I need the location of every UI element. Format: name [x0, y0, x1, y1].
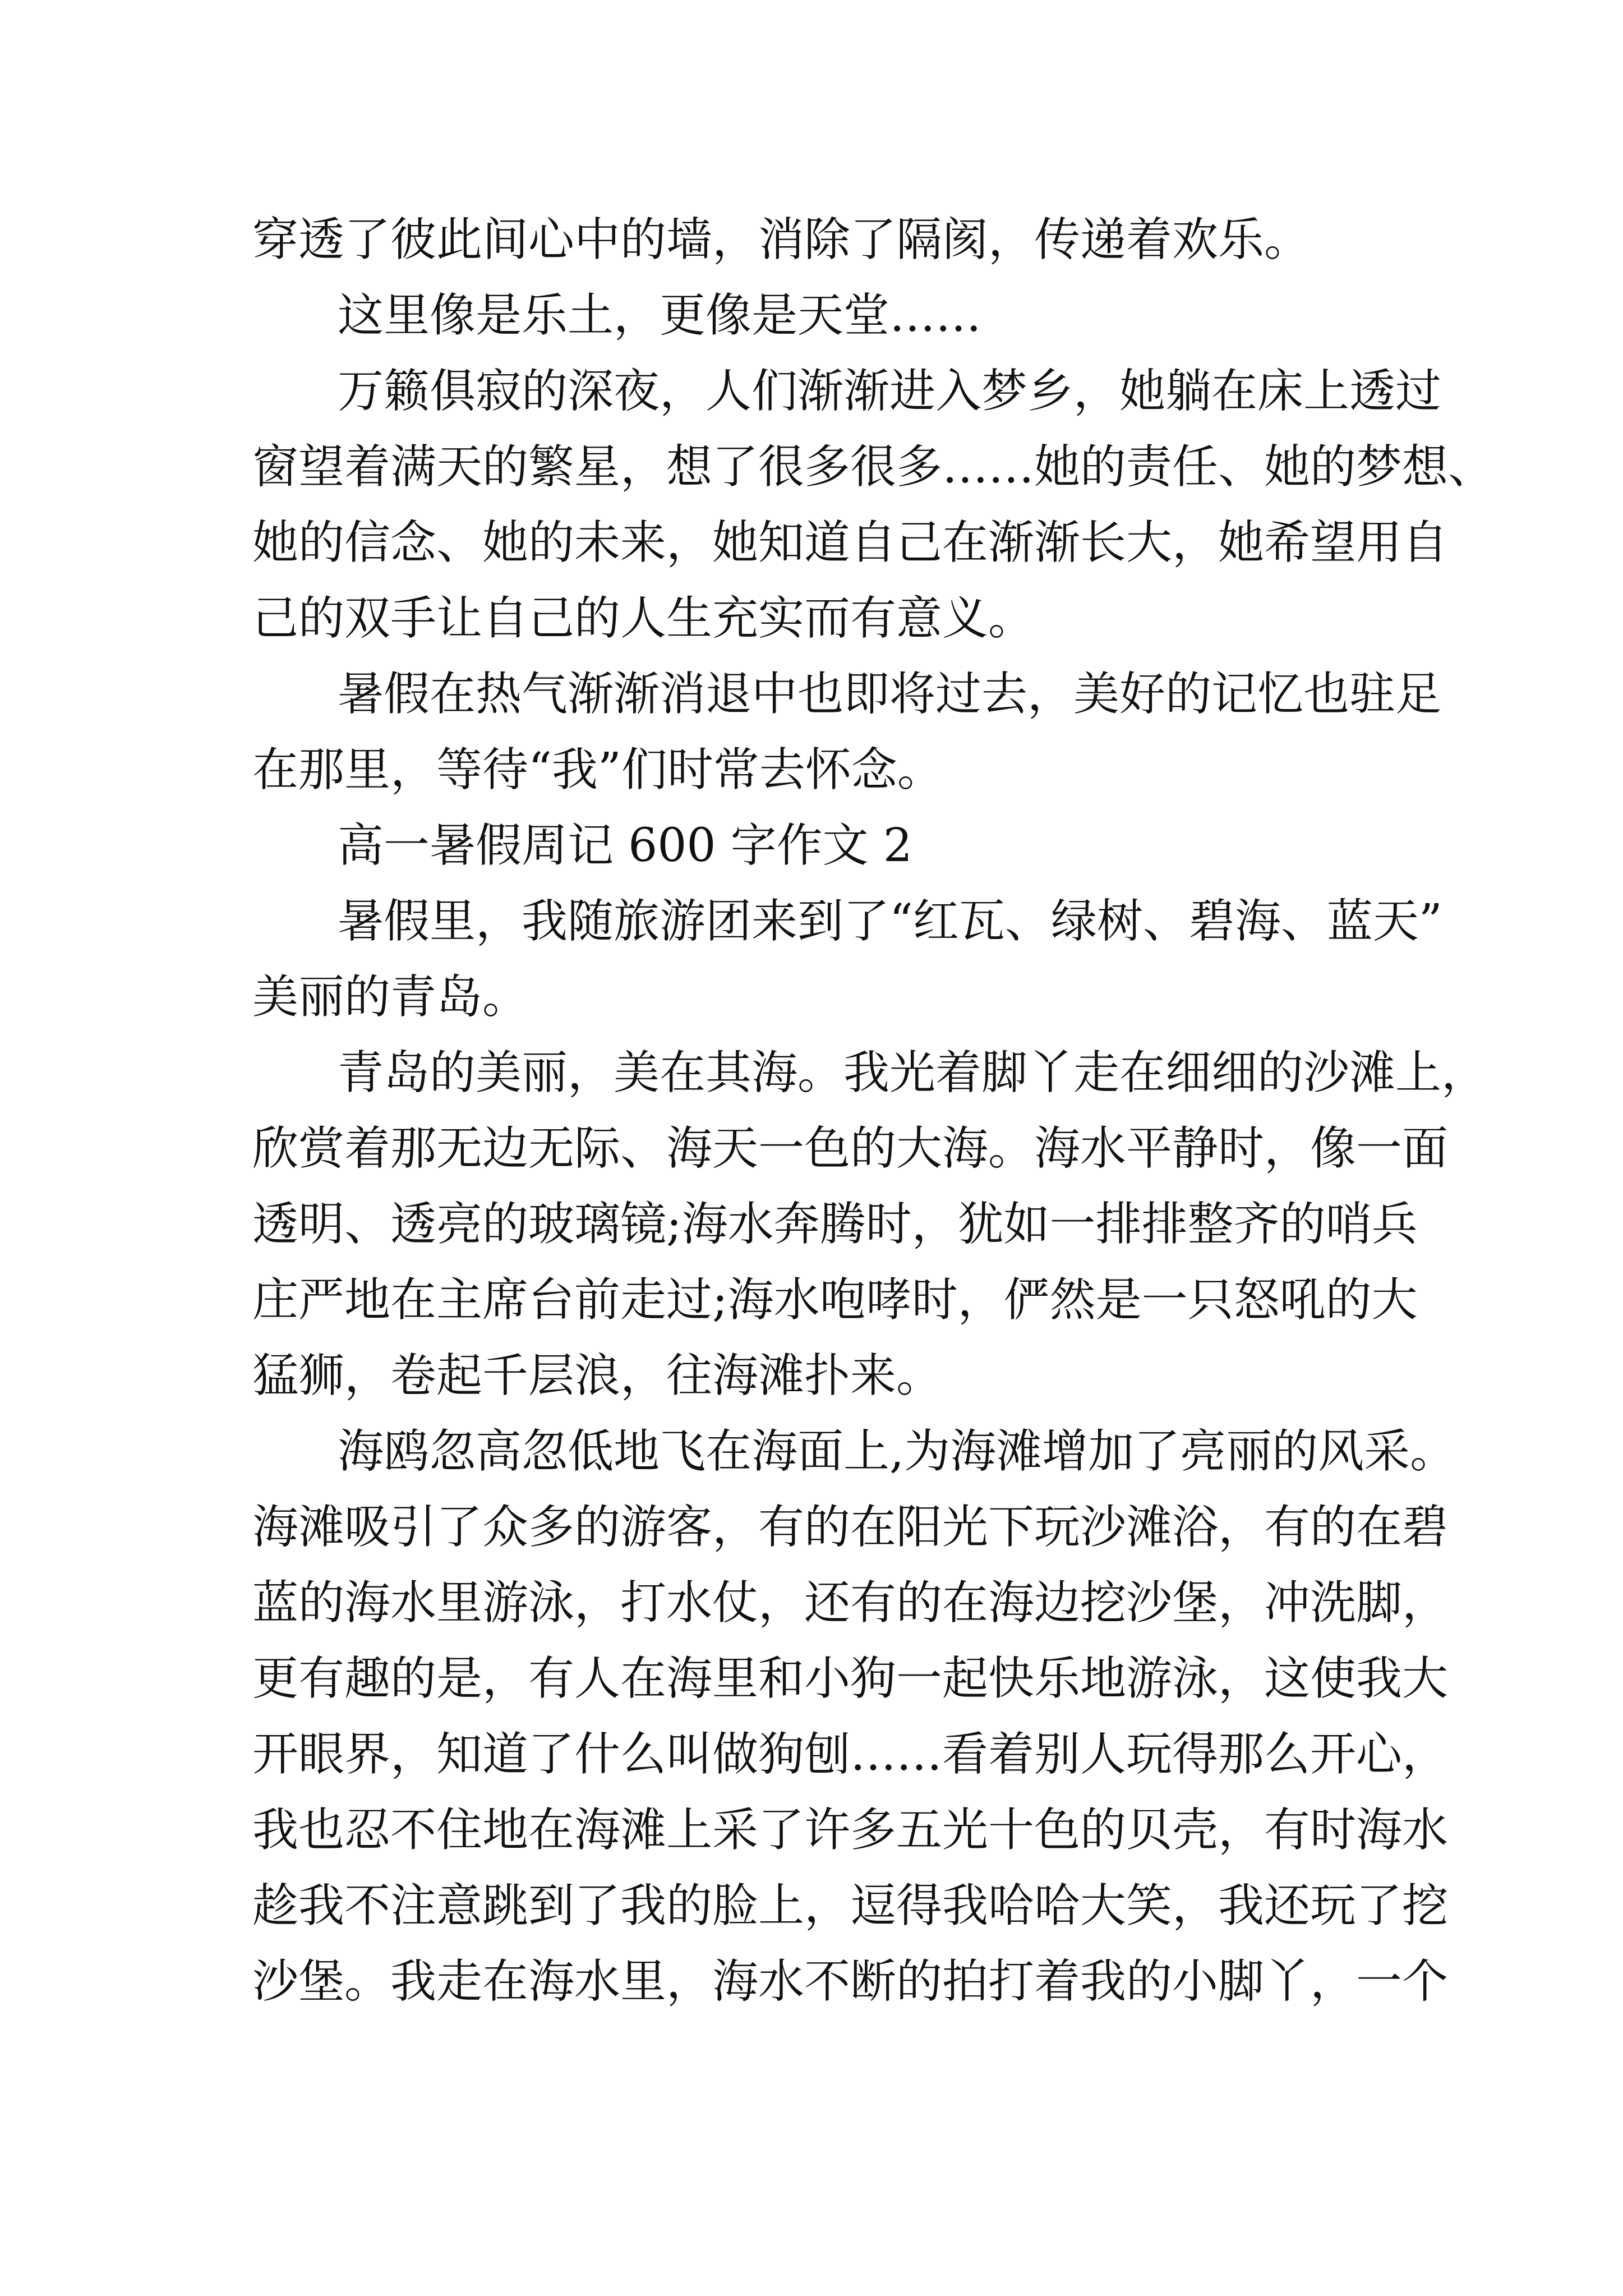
- text-line: 青岛的美丽，美在其海。我光着脚丫走在细细的沙滩上，: [338, 1046, 1488, 1099]
- text-line: 更有趣的是，有人在海里和小狗一起快乐地游泳，这使我大: [252, 1652, 1449, 1705]
- text-line: 透明、透亮的玻璃镜;海水奔腾时，犹如一排排整齐的哨兵: [252, 1198, 1418, 1251]
- text-line: 己的双手让自己的人生充实而有意义。: [252, 592, 1035, 645]
- text-line: 暑假里，我随旅游团来到了“红瓦、绿树、碧海、蓝天”: [338, 895, 1442, 948]
- text-line: 海鸥忽高忽低地飞在海面上,为海滩增加了亮丽的风采。: [338, 1425, 1456, 1478]
- text-line: 海滩吸引了众多的游客，有的在阳光下玩沙滩浴，有的在碧: [252, 1501, 1449, 1554]
- text-line: 猛狮，卷起千层浪，往海滩扑来。: [252, 1349, 943, 1402]
- text-line: 蓝的海水里游泳，打水仗，还有的在海边挖沙堡，冲洗脚，: [252, 1576, 1449, 1630]
- text-line: 万籁俱寂的深夜，人们渐渐进入梦乡，她躺在床上透过: [338, 365, 1442, 418]
- text-line: 窗望着满天的繁星，想了很多很多……她的责任、她的梦想、: [252, 440, 1495, 494]
- text-line: 美丽的青岛。: [252, 970, 529, 1024]
- text-line: 开眼界，知道了什么叫做狗刨……看着别人玩得那么开心，: [252, 1728, 1449, 1781]
- text-line: 穿透了彼此间心中的墙，消除了隔阂，传递着欢乐。: [252, 213, 1311, 266]
- text-line: 庄严地在主席台前走过;海水咆哮时，俨然是一只怒吼的大: [252, 1273, 1418, 1327]
- text-line: 欣赏着那无边无际、海天一色的大海。海水平静时，像一面: [252, 1122, 1449, 1175]
- text-line: 她的信念、她的未来，她知道自己在渐渐长大，她希望用自: [252, 516, 1449, 569]
- text-line: 暑假在热气渐渐消退中也即将过去，美好的记忆也驻足: [338, 668, 1442, 721]
- text-line: 我也忍不住地在海滩上采了许多五光十色的贝壳，有时海水: [252, 1803, 1449, 1857]
- text-line: 沙堡。我走在海水里，海水不断的拍打着我的小脚丫，一个: [252, 1955, 1449, 2008]
- text-line: 这里像是乐土，更像是天堂……: [338, 289, 982, 342]
- text-line: 在那里，等待“我”们时常去怀念。: [252, 743, 943, 797]
- section-heading: 高一暑假周记 600 字作文 2: [338, 819, 912, 872]
- text-line: 趁我不注意跳到了我的脸上，逗得我哈哈大笑，我还玩了挖: [252, 1879, 1449, 1932]
